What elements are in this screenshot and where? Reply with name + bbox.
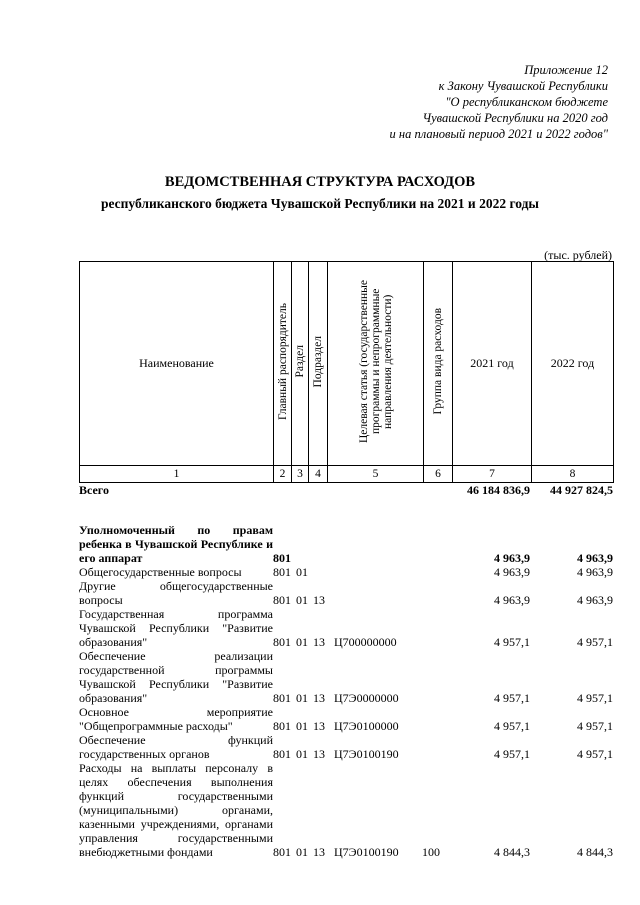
row-group (422, 607, 454, 649)
row-value-2022: 4 963,9 (577, 551, 613, 565)
column-number: 7 (453, 466, 532, 483)
row-article: Ц700000000 (334, 635, 397, 649)
column-number: 2 (274, 466, 292, 483)
row-article (334, 565, 422, 579)
appendix-line: "О республиканском бюджете (445, 95, 608, 109)
row-subsection: 13 (313, 719, 325, 733)
table-row (79, 733, 613, 761)
table-row (79, 761, 613, 859)
column-group-label: Группа вида расходов (432, 308, 444, 415)
appendix-line: к Закону Чувашской Республики (438, 79, 608, 93)
row-article: Ц7Э0100190 (334, 747, 399, 761)
column-subsection-label: Подраздел (312, 335, 324, 388)
row-admin (273, 483, 296, 497)
table-row (79, 607, 613, 649)
row-section: 01 (296, 719, 308, 733)
table-header (79, 261, 614, 483)
row-subsection (313, 565, 334, 579)
appendix-note (308, 62, 608, 142)
row-article (334, 483, 422, 497)
row-name: Государственная программа Чувашской Республики "Развитие образования" (79, 607, 273, 649)
column-number: 4 (309, 466, 328, 483)
row-admin: 801 (273, 691, 291, 705)
appendix-line: и на плановый период 2021 и 2022 годов" (389, 127, 608, 141)
row-article (334, 579, 422, 607)
row-name: Другие общегосударственные вопросы (79, 579, 273, 607)
row-subsection: 13 (313, 635, 325, 649)
row-name: Уполномоченный по правам ребенка в Чувашской Республике и его аппарат (79, 523, 273, 565)
row-article: Ц7Э0100190 (334, 845, 399, 859)
row-admin: 801 (273, 551, 291, 565)
table-row (79, 705, 613, 733)
row-group (422, 649, 454, 705)
row-name: Всего (79, 483, 109, 497)
table-row (79, 483, 613, 497)
column-number: 6 (424, 466, 453, 483)
row-group (422, 579, 454, 607)
row-subsection: 13 (313, 845, 325, 859)
column-admin-label: Главный распорядитель (276, 303, 289, 420)
column-2021-label: 2021 год (470, 356, 514, 370)
row-value-2021: 4 957,1 (494, 719, 530, 733)
appendix-line: Приложение 12 (524, 63, 608, 77)
row-value-2022: 4 957,1 (577, 691, 613, 705)
row-spacer (79, 497, 613, 523)
row-section: 01 (296, 691, 308, 705)
row-section: 01 (296, 593, 308, 607)
units-label: (тыс. рублей) (544, 248, 612, 262)
row-subsection (313, 483, 334, 497)
row-value-2021: 4 957,1 (494, 691, 530, 705)
row-section: 01 (296, 845, 308, 859)
row-value-2021: 46 184 836,9 (467, 483, 530, 497)
row-admin: 801 (273, 719, 291, 733)
column-header-article (328, 262, 424, 466)
column-header-group (424, 262, 453, 466)
row-section (296, 483, 313, 497)
column-header-section (292, 262, 309, 466)
row-subsection: 13 (313, 593, 325, 607)
table-row (79, 579, 613, 607)
row-group (422, 733, 454, 761)
row-subsection: 13 (313, 691, 325, 705)
row-article: Ц7Э0000000 (334, 691, 399, 705)
row-group (422, 705, 454, 733)
row-value-2022: 4 844,3 (577, 845, 613, 859)
column-header-2022 (532, 262, 614, 466)
row-section: 01 (296, 747, 308, 761)
column-name-label: Наименование (139, 356, 214, 370)
column-number: 8 (532, 466, 614, 483)
column-section-label: Раздел (294, 345, 306, 378)
row-admin: 801 (273, 747, 291, 761)
row-name: Расходы на выплаты персоналу в целях обеспечения выполнения функций государственными (муниципальными) органами, казенными учреждениями, органами управления государственными внебюджетными фондами (79, 761, 273, 859)
row-admin: 801 (273, 565, 291, 579)
column-header-admin (274, 262, 292, 466)
row-group (422, 523, 454, 565)
row-value-2021: 4 957,1 (494, 747, 530, 761)
row-value-2021: 4 963,9 (494, 565, 530, 579)
row-subsection: 13 (313, 747, 325, 761)
row-name: Общегосударственные вопросы (79, 565, 242, 579)
row-value-2022: 4 957,1 (577, 635, 613, 649)
row-section (296, 523, 313, 565)
row-value-2021: 4 963,9 (494, 593, 530, 607)
budget-table (79, 483, 613, 859)
article-label-line: программы и непрограммные (369, 288, 382, 435)
row-group (422, 565, 454, 579)
row-value-2021: 4 963,9 (494, 551, 530, 565)
row-name: Обеспечение реализации государственной программы Чувашской Республики "Развитие образования" (79, 649, 273, 705)
document-subtitle: республиканского бюджета Чувашской Республики на 2021 и 2022 годы (101, 196, 539, 211)
row-value-2022: 4 963,9 (577, 565, 613, 579)
column-number: 3 (292, 466, 309, 483)
row-value-2022: 4 957,1 (577, 747, 613, 761)
column-number: 1 (80, 466, 274, 483)
row-name: Обеспечение функций государственных органов (79, 733, 273, 761)
row-value-2021: 4 844,3 (494, 845, 530, 859)
row-value-2022: 44 927 824,5 (550, 483, 613, 497)
column-number-row (80, 466, 614, 483)
row-admin: 801 (273, 845, 291, 859)
row-value-2021: 4 957,1 (494, 635, 530, 649)
article-label-line: Целевая статья (государственные (357, 279, 370, 444)
column-2022-label: 2022 год (550, 356, 595, 370)
row-value-2022: 4 957,1 (577, 719, 613, 733)
article-label-line: направления деятельности) (381, 294, 394, 429)
appendix-line: Чувашской Республики на 2020 год (422, 111, 608, 125)
table-row (79, 649, 613, 705)
document-title: ВЕДОМСТВЕННАЯ СТРУКТУРА РАСХОДОВ (164, 174, 476, 190)
row-admin: 801 (273, 593, 291, 607)
row-subsection (313, 523, 334, 565)
row-group (422, 483, 454, 497)
column-header-2021 (453, 262, 532, 466)
row-section: 01 (296, 635, 308, 649)
row-section: 01 (296, 565, 308, 579)
table-row (79, 523, 613, 565)
column-article-label (358, 280, 394, 443)
row-name: Основное мероприятие "Общепрограммные расходы" (79, 705, 273, 733)
table-row (79, 565, 613, 579)
row-value-2022: 4 963,9 (577, 593, 613, 607)
row-group: 100 (422, 845, 440, 859)
row-admin: 801 (273, 635, 291, 649)
column-number: 5 (328, 466, 424, 483)
column-header-subsection (309, 262, 328, 466)
row-article (334, 523, 422, 565)
row-article: Ц7Э0100000 (334, 719, 399, 733)
column-header-name (80, 262, 274, 466)
